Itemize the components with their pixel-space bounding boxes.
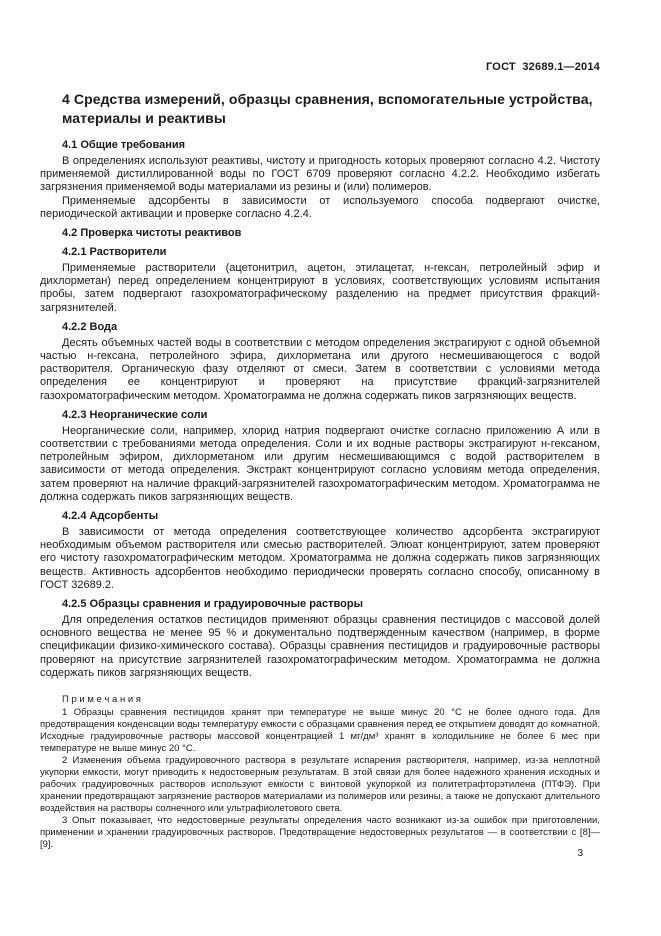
- heading-4-2: 4.2 Проверка чистоты реактивов: [62, 227, 242, 240]
- heading-4-2-3: 4.2.3 Неорганические соли: [62, 408, 208, 421]
- paragraph-4-1-a: В определениях используют реактивы, чистоту и пригодность которых проверяют согласно 4.2. Чистоту применяемой дистиллированной воды по ГОСТ 6709 проверяют согласно 4.2.2. Необходимо избегать загрязнения применяемой воды материалами из резины и (или) полимеров.: [40, 155, 600, 194]
- paragraph-4-2-1: Применяемые растворители (ацетонитрил, ацетон, этилацетат, н-гексан, петролейный эфир и дихлорметан) перед определением концентрируют в условиях, соответствующих условиям испытания пробы, затем подвергают газохроматографическому разделению на предмет присутствия фракций-загрязнителей.: [40, 262, 600, 314]
- note-1: 1 Образцы сравнения пестицидов хранят при температуре не выше минус 20 °С не более одного года. Для предотвращения конденсации воды температуру емкости с образцами сравнения перед ее открытием доводят до комнатной. Исходные градуировочные растворы массовой концентрацией 1 мг/дм³ хранят в холодильнике не более 6 мес при температуре не выше минус 20 °С.: [40, 707, 600, 755]
- notes-label: П р и м е ч а н и я: [62, 694, 141, 706]
- paragraph-4-2-3: Неорганические соли, например, хлорид натрия подвергают очистке согласно приложению А или в соответствии с требованиями метода определения. Соли и их водные растворы экстрагируют н-гексаном, петролейным эфиром, дихлорметаном или другим несмешивающимся с водой растворителем в зависимости от метода определения. Экстракт концентрируют согласно условиям метода определения, затем проверяют на наличие фракций-загрязнителей газохроматографическим методом. Хроматограмма не должна содержать пиков загрязняющих веществ.: [40, 424, 600, 503]
- paragraph-4-2-5: Для определения остатков пестицидов применяют образцы сравнения пестицидов с массовой долей основного вещества не менее 95 % и документально подтвержденным качеством (например, в форме спецификации физико-химического состава). Образцы сравнения пестицидов и градуировочные растворы проверяют на присутствие загрязнителей газохроматографическим методом. Хроматограмма не должна содержать пиков загрязняющих веществ.: [40, 614, 600, 679]
- page-number: 3: [577, 848, 583, 859]
- heading-4-2-5: 4.2.5 Образцы сравнения и градуировочные растворы: [62, 598, 364, 611]
- heading-4-1: 4.1 Общие требования: [62, 139, 186, 151]
- heading-4-2-2: 4.2.2 Вода: [62, 320, 118, 333]
- paragraph-4-1-b: Применяемые адсорбенты в зависимости от используемого способа подвергают очистке, периодической активации и проверке согласно 4.2.4.: [40, 194, 600, 220]
- heading-4-2-1: 4.2.1 Растворители: [62, 246, 167, 259]
- note-3: 3 Опыт показывает, что недостоверные результаты определения часто возникают из-за ошибок при приготовлении, применении и хранении градуировочных растворов. Предотвращение недостоверных результатов — в соответствии с [8]—[9].: [40, 815, 600, 851]
- note-2: 2 Изменения объема градуировочного раствора в результате испарения растворителя, например, из-за неплотной укупорки емкости, могут приводить к недостоверным результатам. В этой связи для более надежного хранения исходных и рабочих градуировочных растворов используют емкости с винтовой укупоркой из политетрафторэтилена (ПТФЭ). При хранении предотвращают загрязнение растворов материалами из полимеров или резины, а также не допускают длительного воздействия на растворы солнечного или ультрафиолетового света.: [40, 755, 600, 815]
- page-content: [40, 90, 600, 851]
- notes-block: [40, 694, 600, 851]
- section-4-heading: 4 Средства измерений, образцы сравнения, вспомогательные устройства, материалы и реактивы: [62, 91, 593, 126]
- heading-4-2-4: 4.2.4 Адсорбенты: [62, 510, 159, 523]
- running-header-doc-code: ГОСТ 32689.1—2014: [486, 61, 600, 73]
- paragraph-4-2-2: Десять объемных частей воды в соответствии с методом определения экстрагируют с одной объемной частью н-гексана, петролейного эфира, дихлорметана или другого несмешивающегося с водой растворителя. Органическую фазу отделяют от смеси. Затем в соответствии с условиями метода определения ее концентрируют и проверяют на присутствие фракций-загрязнителей газохроматографическим методом. Хроматограмма не должна содержать пиков загрязняющих веществ.: [40, 336, 600, 402]
- paragraph-4-2-4: В зависимости от метода определения соответствующее количество адсорбента экстрагируют необходимым объемом растворителя или смесью растворителей. Элюат концентрируют, затем проверяют его чистоту газохроматографическим методом. Хроматограмма не должна содержать пиков загрязняющих веществ. Активность адсорбентов необходимо периодически проверять согласно способу, описанному в ГОСТ 32689.2.: [40, 526, 600, 591]
